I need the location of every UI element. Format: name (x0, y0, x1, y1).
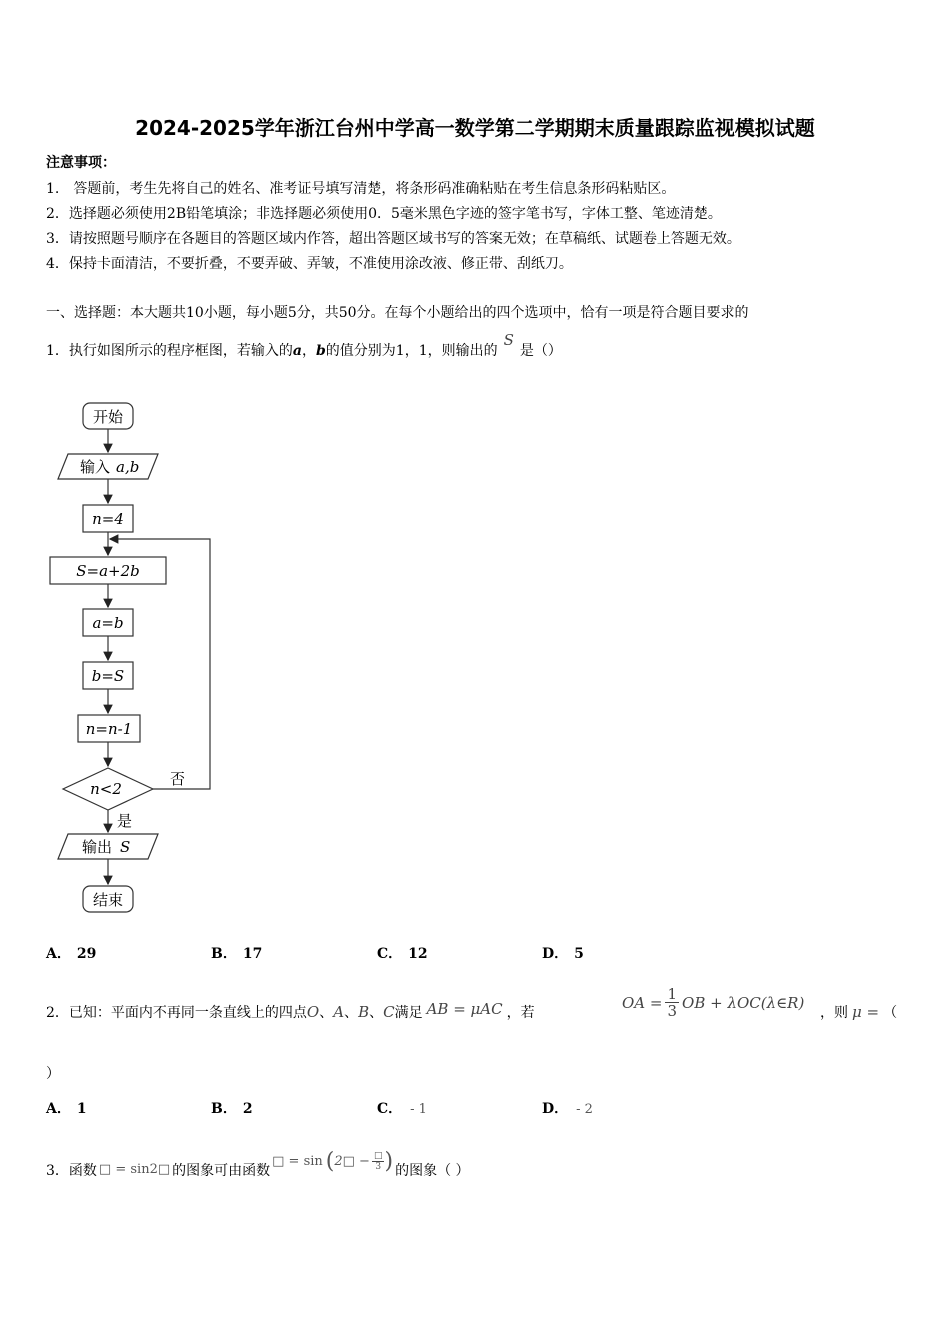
question-3-stem (46, 1149, 470, 1182)
page-title: 2024-2025学年浙江台州中学高一数学第二学期期末质量跟踪监视模拟试题 (135, 116, 815, 140)
q1-sep: ， (301, 343, 316, 359)
q2-equation (622, 986, 804, 1019)
option-letter: D． (542, 946, 569, 962)
section-heading: 一、选择题：本大题共10小题，每小题5分，共50分。在每个小题给出的四个选项中，恰有一项是符合题目要求的 (46, 305, 749, 321)
flow-end-label: 结束 (92, 891, 124, 909)
q1-var-b: b (315, 343, 326, 359)
q2-text: ，若 (506, 1005, 535, 1021)
q2-paren-close: ） (46, 1066, 60, 1082)
q1-option-a[interactable] (46, 943, 96, 963)
flow-no-label: 否 (170, 770, 186, 788)
q2-point: O (306, 1003, 320, 1021)
flow-condition-label: n<2 (90, 780, 122, 798)
q3-text: 的图象（ ） (395, 1162, 470, 1179)
q1-text: 是（） (519, 343, 562, 359)
notice-item: 1. 答题前，考生先将自己的姓名、准考证号填写清楚，将条形码准确粘贴在考生信息条形码粘贴区。 (46, 181, 676, 197)
q1-var-s: S (503, 331, 514, 349)
flow-input-vars: a,b (116, 458, 140, 476)
option-value: 5 (574, 946, 584, 962)
f2-inner: 2□ − (334, 1154, 370, 1169)
option-letter: C． (377, 1101, 403, 1117)
option-letter: A． (46, 946, 71, 962)
q2-paren: （ (883, 1005, 898, 1021)
q2-text: 满足 (394, 1005, 423, 1021)
notice-item: 4．保持卡面清洁，不要折叠，不要弄破、弄皱，不准使用涂改液、修正带、刮纸刀。 (46, 256, 573, 272)
flow-step1-label: S=a+2b (76, 562, 140, 580)
q2-point: C (383, 1003, 395, 1021)
flow-start-label: 开始 (92, 408, 124, 426)
q1-option-d[interactable] (542, 943, 584, 963)
f2-den: 3 (375, 1162, 382, 1172)
flow-step3-label: b=S (91, 667, 125, 685)
q2-option-c[interactable] (377, 1098, 427, 1118)
flow-input-label: 输入 (80, 458, 111, 476)
q2-sep: 、 (369, 1005, 384, 1021)
q3-text: 3．函数 (46, 1162, 97, 1179)
option-value: - 2 (576, 1102, 593, 1117)
q2-point: B (358, 1003, 370, 1021)
q2-option-a[interactable] (46, 1098, 87, 1118)
q3-text: 的图象可由函数 (172, 1162, 271, 1179)
flowchart (40, 395, 230, 920)
option-letter: B． (211, 946, 237, 962)
question-2-stem (46, 1002, 535, 1022)
q3-function-2: □ = sin ( 2□ − $\frac{□}{3}$ ) (272, 1149, 394, 1174)
f2-fraction (372, 1151, 385, 1172)
option-value: 2 (242, 1101, 253, 1117)
q2-tail (820, 1002, 897, 1022)
flow-step2-label: a=b (92, 614, 124, 632)
question-1-stem (46, 331, 562, 360)
q1-option-c[interactable] (377, 943, 428, 963)
q2-option-b[interactable] (211, 1098, 253, 1118)
flow-output-var: S (120, 838, 131, 856)
flow-init-label: n=4 (92, 510, 124, 528)
eq-fraction (665, 986, 679, 1019)
notice-heading: 注意事项： (46, 155, 116, 171)
option-letter: C． (377, 946, 403, 962)
q2-text: ，则 (820, 1005, 848, 1021)
q2-option-d[interactable] (542, 1098, 593, 1118)
q3-function-1: □ = sin2□ (98, 1162, 171, 1177)
eq-right: OB + λOC(λ∈R) (682, 993, 805, 1012)
option-value: 29 (76, 946, 97, 962)
flow-output-label: 输出 (82, 838, 113, 856)
q1-option-b[interactable] (211, 943, 262, 963)
option-value: - 1 (410, 1102, 427, 1117)
f2-num: □ (373, 1151, 383, 1161)
option-value: 12 (408, 946, 428, 962)
q2-relation: AB = μAC (426, 1000, 503, 1018)
option-letter: A． (46, 1101, 71, 1117)
option-letter: D． (542, 1101, 569, 1117)
option-value: 1 (76, 1101, 87, 1117)
q2-sep: 、 (344, 1005, 359, 1021)
q2-mu: μ = (852, 1003, 880, 1021)
q1-text: 的值分别为1，1，则输出的 (325, 343, 498, 359)
q2-point: A (333, 1003, 345, 1021)
q2-sep: 、 (319, 1005, 334, 1021)
eq-left: OA = (622, 993, 663, 1012)
eq-den: 3 (667, 1002, 678, 1020)
flow-yes-label: 是 (117, 812, 133, 830)
q1-var-a: a (292, 343, 302, 359)
notice-item: 3．请按照题号顺序在各题目的答题区域内作答，超出答题区域书写的答案无效；在草稿纸、试题卷上答题无效。 (46, 231, 741, 247)
f2-left: □ = sin (272, 1154, 323, 1169)
option-value: 17 (242, 946, 263, 962)
option-letter: B． (211, 1101, 237, 1117)
notice-item: 2．选择题必须使用2B铅笔填涂；非选择题必须使用0．5毫米黑色字迹的签字笔书写，字体工整、笔迹清楚。 (46, 206, 722, 222)
q1-text: 1．执行如图所示的程序框图，若输入的 (46, 343, 293, 359)
eq-num: 1 (667, 985, 678, 1003)
flow-step4-label: n=n-1 (85, 720, 133, 738)
q2-text: 2．已知：平面内不再同一条直线上的四点 (46, 1005, 307, 1021)
